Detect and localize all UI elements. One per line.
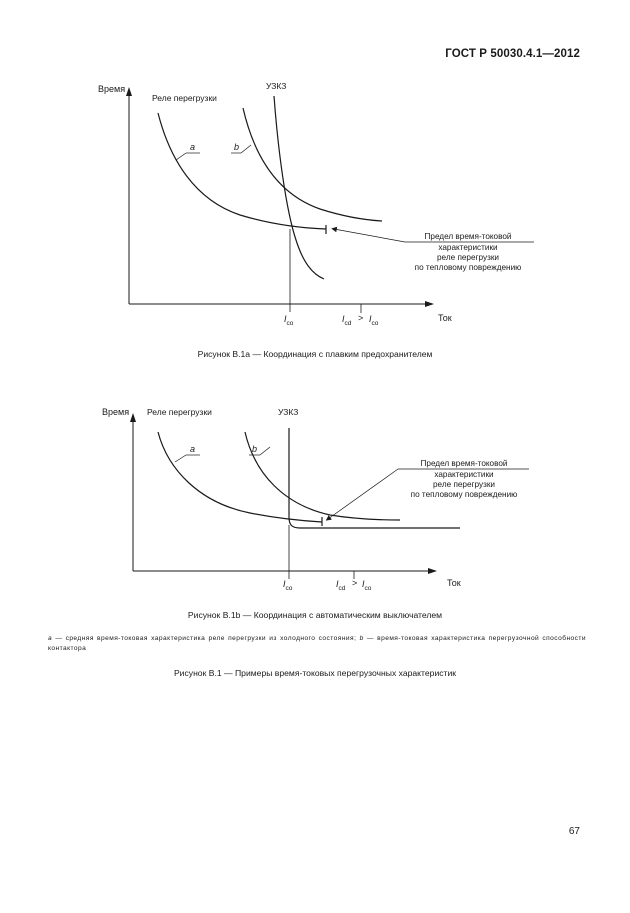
relay-label: Реле перегрузки [147,407,212,417]
note-b-text: — время-токовая характеристика перегрузочной способности контактора [48,635,586,652]
x-axis-label: Ток [447,578,461,588]
contactor-curve-b [245,432,400,520]
curve-b-label: b [252,444,258,454]
callout-line-3: реле перегрузки [437,253,499,262]
callout-line-2: характеристики [438,243,498,252]
y-axis-arrow-icon [130,413,136,422]
figure-b1a-caption: Рисунок В.1а — Координация с плавким предохранителем [197,349,433,359]
callout-line-4: по тепловому повреждению [414,263,522,272]
y-axis-label: Время [98,84,126,94]
callout-arrow [328,469,398,519]
x-axis-label: Ток [438,313,452,323]
callout-line-1: Предел время-токовой [424,232,512,241]
note-b-letter: b [359,635,364,642]
curve-a-label: a [190,142,196,152]
y-axis-arrow-icon [126,87,132,96]
tick-ico: $I_{co}$ [284,314,294,327]
figure-b1-caption: Рисунок В.1 — Примеры время-токовых перегрузочных характеристик [173,668,457,678]
curve-b-leader [241,145,251,153]
breaker-label: УЗКЗ [278,407,299,417]
y-axis-label: Время [102,407,130,417]
x-axis-arrow-icon [425,301,434,307]
callout-line-2: характеристики [434,470,494,479]
curve-a-leader [175,455,186,462]
callout-arrow [334,229,405,242]
page-number: 67 [568,826,580,837]
figure-b1b-caption: Рисунок В.1b — Координация с автоматическим выключателем [187,610,443,620]
curve-a-label: a [190,444,196,454]
tick-icd: $I_{cd}$ [342,314,352,327]
note-a-letter: a [48,635,53,642]
curve-a-leader [176,153,186,160]
callout-line-1: Предел время-токовой [420,459,508,468]
callout-line-4: по тепловому повреждению [410,490,518,499]
contactor-curve-b [243,108,382,221]
x-axis-arrow-icon [428,568,437,574]
curve-b-label: b [234,142,240,152]
tick-ico-2: $I_{co}$ [369,314,379,327]
relay-curve-a [158,432,322,522]
callout-text [411,459,518,499]
figure-b1b-plot [0,395,630,595]
curve-b-leader [260,447,270,455]
tick-gt: > [358,313,364,323]
relay-label: Реле перегрузки [152,93,217,103]
document-id: ГОСТ Р 50030.4.1—2012 [445,48,580,60]
tick-gt: > [352,578,358,588]
fuse-curve [274,96,324,279]
callout-line-3: реле перегрузки [433,480,495,489]
figure-b1a-plot [0,0,630,340]
tick-ico: $I_{co}$ [283,579,293,592]
callout-text [415,232,522,272]
figure-note [48,634,586,654]
tick-icd: $I_{cd}$ [336,579,346,592]
tick-ico-2: $I_{co}$ [362,579,372,592]
fuse-label: УЗКЗ [266,81,287,91]
note-a-text: — средняя время-токовая характеристика реле перегрузки из холодного состояния; [52,635,360,642]
relay-curve-a [158,113,326,229]
